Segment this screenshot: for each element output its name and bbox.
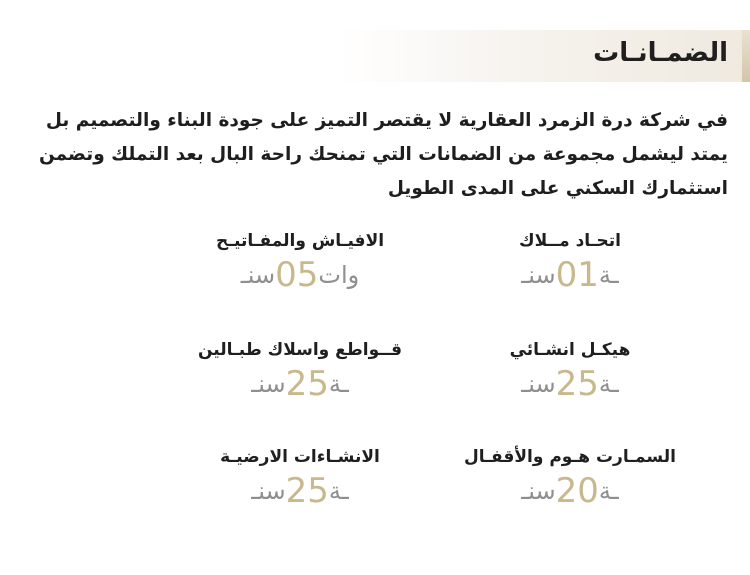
guarantee-owners-association	[460, 231, 680, 295]
guarantee-duration	[460, 471, 680, 511]
guarantee-ground-works	[190, 447, 410, 511]
duration-unit-prefix: سنـ	[251, 370, 286, 398]
guarantee-smart-home-locks	[460, 447, 680, 511]
duration-unit-suffix: ـة	[328, 477, 349, 505]
duration-number: 25	[285, 364, 329, 404]
duration-unit-suffix: وات	[318, 261, 360, 289]
duration-unit-prefix: سنـ	[521, 261, 556, 289]
guarantee-label: السمـارت هـوم والأقفـال	[464, 447, 676, 467]
guarantee-label: هيكـل انشـائي	[509, 340, 631, 360]
duration-number: 25	[285, 471, 329, 511]
duration-unit-suffix: ـة	[328, 370, 349, 398]
guarantee-structural-frame	[460, 340, 680, 404]
guarantee-switches-keys	[190, 231, 410, 295]
intro-paragraph: في شركة درة الزمرد العقارية لا يقتصر التميز على جودة البناء والتصميم بل يمتد ليشمل مجموعة من الضمانات التي تمنحك راحة البال بعد التملك وتضمن استثمارك السكني على المدى الطويل	[39, 110, 728, 199]
duration-unit-suffix: ـة	[598, 477, 619, 505]
guarantee-duration	[190, 364, 410, 404]
duration-number: 25	[555, 364, 599, 404]
guarantee-duration	[460, 255, 680, 295]
duration-unit-suffix: ـة	[598, 370, 619, 398]
duration-number: 01	[555, 255, 599, 295]
guarantee-label: اتحـاد مــلاك	[519, 231, 621, 251]
guarantee-duration	[460, 364, 680, 404]
duration-unit-prefix: سنـ	[521, 477, 556, 505]
duration-number: 05	[275, 255, 319, 295]
duration-unit-prefix: سنـ	[521, 370, 556, 398]
duration-number: 20	[555, 471, 599, 511]
header-accent-bar	[742, 30, 750, 82]
duration-unit-suffix: ـة	[598, 261, 619, 289]
guarantee-duration	[190, 471, 410, 511]
guarantee-label: الافيـاش والمفـاتيـح	[215, 231, 385, 251]
duration-unit-prefix: سنـ	[240, 261, 276, 289]
guarantee-label: قــواطع واسلاك طبـالين	[197, 340, 403, 360]
page-title: الضمـانـات	[593, 38, 728, 68]
duration-unit-prefix: سنـ	[251, 477, 286, 505]
guarantee-label: الانشـاءات الارضيـة	[220, 447, 380, 467]
guarantee-duration	[190, 255, 410, 295]
guarantee-breakers-wiring	[190, 340, 410, 404]
